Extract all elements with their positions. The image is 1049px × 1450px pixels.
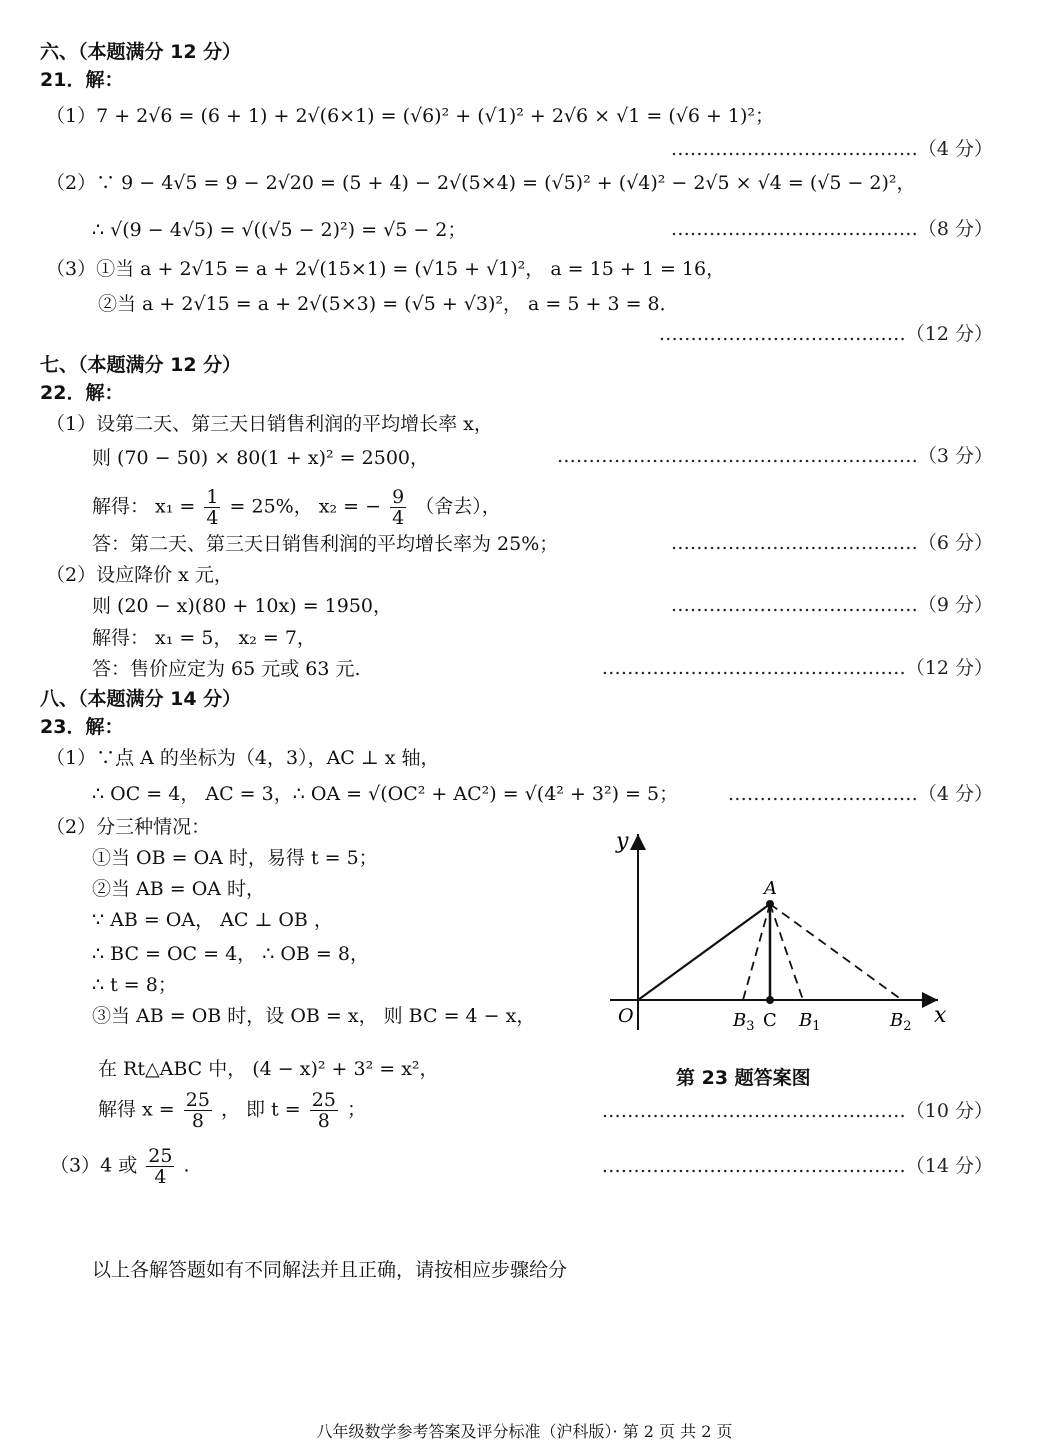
q22-part1-solution: [92, 487, 501, 528]
q23-score-1: …………………………（4 分）: [727, 783, 993, 805]
q21-score-1: …………………………………（4 分）: [670, 138, 993, 160]
fraction-denominator: 8: [191, 1110, 204, 1132]
fraction-numerator: 1: [206, 486, 219, 508]
segment-OA: [638, 904, 770, 1000]
q22-part1-line2: 则 (70 − 50) × 80(1 + x)² = 2500，: [92, 447, 429, 469]
q22-part2-solution: 解得： x₁ = 5， x₂ = 7，: [92, 627, 316, 649]
q21-part2-line2: ∴ √(9 − 4√5) = √((√5 − 2)²) = √5 − 2；: [92, 219, 467, 241]
q22-score-2: …………………………………（6 分）: [670, 532, 993, 554]
q23-solution-t-label: ， 即 t =: [221, 1098, 301, 1121]
label-y: y: [616, 829, 629, 854]
label-x: x: [934, 1003, 947, 1028]
q22-part1-answer: 答：第二天、第三天日销售利润的平均增长率为 25%；: [92, 533, 559, 555]
q23-part3: [50, 1146, 190, 1187]
segment-AB3: [743, 904, 770, 1000]
label-B3: $B_3$: [733, 1010, 755, 1034]
q22-solution-x2-label: = 25%， x₂ = −: [229, 495, 382, 518]
q23-part3-label: （3）4 或: [50, 1154, 138, 1177]
q23-solution-x-label: 解得 x =: [98, 1098, 175, 1121]
point-C: [766, 996, 774, 1004]
q23-part1-line2: ∴ OC = 4， AC = 3，∴ OA = √(OC² + AC²) = √(4² + 3²) = 5；: [92, 783, 679, 805]
q23-case3: ③当 AB = OB 时，设 OB = x， 则 BC = 4 − x，: [92, 1005, 536, 1027]
point-A: [766, 900, 774, 908]
segment-AB1: [770, 904, 803, 1000]
q23-part1-line1: （1）∵点 A 的坐标为（4，3），AC ⊥ x 轴，: [46, 747, 440, 769]
fraction-numerator: 25: [311, 1089, 336, 1111]
q23-part2-intro: （2）分三种情况：: [46, 816, 211, 838]
q22-score-3: …………………………………（9 分）: [670, 594, 993, 616]
q21-score-2: …………………………………（8 分）: [670, 218, 993, 240]
q23-case2-step1: ∵ AB = OA， AC ⊥ OB ，: [92, 909, 333, 931]
q22-score-4: …………………………………………（12 分）: [601, 657, 993, 679]
section-7-title: 七、（本题满分 12 分）: [40, 354, 242, 376]
grading-note: 以上各解答题如有不同解法并且正确，请按相应步骤给分: [92, 1259, 568, 1281]
label-B2: $B_2$: [890, 1010, 912, 1034]
section-8-title: 八、（本题满分 14 分）: [40, 688, 242, 710]
q21-score-3: …………………………………（12 分）: [658, 323, 993, 345]
q22-part1-line1: （1）设第二天、第三天日销售利润的平均增长率 x，: [46, 413, 493, 435]
fraction-denominator: 4: [154, 1166, 167, 1188]
q21-part2-line1: （2）∵ 9 − 4√5 = 9 − 2√20 = (5 + 4) − 2√(5×4) = (√5)² + (√4)² − 2√5 × √4 = (√5 − 2)²，: [46, 172, 916, 194]
fraction-numerator: 25: [148, 1145, 173, 1167]
q23-part3-end: .: [183, 1154, 190, 1177]
label-B1: $B_1$: [799, 1010, 821, 1034]
q23-case1: ①当 OB = OA 时，易得 t = 5；: [92, 847, 378, 869]
q23-case3-solution: [98, 1090, 366, 1131]
q22-score-1: …………………………………………………（3 分）: [556, 445, 993, 467]
figure-caption: 第 23 题答案图: [676, 1067, 811, 1089]
q21-part3-line1: （3）①当 a + 2√15 = a + 2√(15×1) = (√15 + √1)²， a = 15 + 1 = 16，: [46, 258, 726, 280]
label-C: C: [763, 1010, 777, 1031]
fraction-denominator: 4: [392, 507, 405, 529]
q23-figure: [600, 820, 960, 1040]
fraction-denominator: 8: [317, 1110, 330, 1132]
q23-score-3: …………………………………………（14 分）: [601, 1155, 993, 1177]
q21-part3-line2: ②当 a + 2√15 = a + 2√(5×3) = (√5 + √3)²， a = 5 + 3 = 8．: [98, 293, 679, 315]
label-O: O: [618, 1005, 634, 1027]
q22-part2-line2: 则 (20 − x)(80 + 10x) = 1950，: [92, 595, 393, 617]
q23-case3-equation: 在 Rt△ABC 中， (4 − x)² + 3² = x²，: [98, 1058, 439, 1080]
q21-number: 21．解：: [40, 69, 124, 91]
page-footer: 八年级数学参考答案及评分标准（沪科版）· 第 2 页 共 2 页: [316, 1422, 733, 1441]
q22-part2-answer: 答：售价应定为 65 元或 63 元.: [92, 658, 361, 680]
q23-number: 23．解：: [40, 716, 124, 738]
q22-solution-x1-label: 解得： x₁ =: [92, 495, 196, 518]
segment-AB2: [770, 904, 902, 1000]
label-A: A: [764, 878, 777, 899]
q23-case2-step2: ∴ BC = OC = 4， ∴ OB = 8，: [92, 943, 369, 965]
q23-score-2: …………………………………………（10 分）: [601, 1100, 993, 1122]
fraction-numerator: 9: [392, 486, 405, 508]
fraction-numerator: 25: [185, 1089, 210, 1111]
q22-solution-discard: （舍去），: [415, 495, 501, 518]
q22-part2-line1: （2）设应降价 x 元，: [46, 564, 233, 586]
fraction-denominator: 4: [206, 507, 219, 529]
q23-solution-end: ；: [346, 1098, 366, 1121]
q23-case2: ②当 AB = OA 时，: [92, 878, 266, 900]
section-6-title: 六、（本题满分 12 分）: [40, 41, 242, 63]
q21-part1: （1）7 + 2√6 = (6 + 1) + 2√(6×1) = (√6)² + (√1)² + 2√6 × √1 = (√6 + 1)²；: [46, 105, 775, 127]
q22-number: 22．解：: [40, 382, 124, 404]
q23-case2-step3: ∴ t = 8；: [92, 974, 177, 996]
